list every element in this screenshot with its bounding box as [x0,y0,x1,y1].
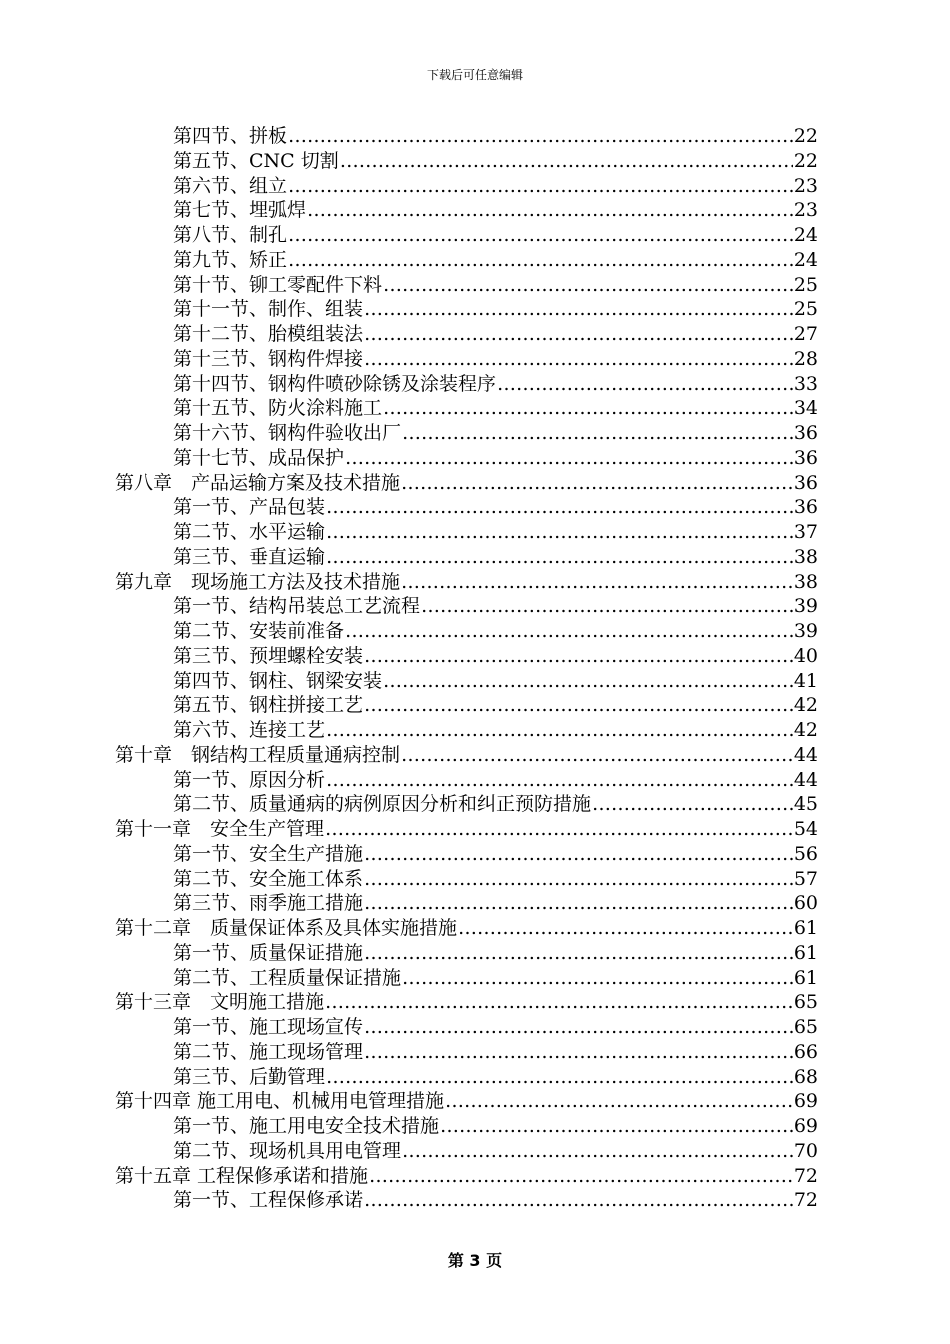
toc-entry-title: 第一节、安全生产措施 [173,842,364,865]
toc-section-entry[interactable] [173,495,818,519]
toc-entry-title: 第一节、原因分析 [173,768,326,791]
toc-entry-title: 第十章 钢结构工程质量通病控制 [115,743,401,766]
toc-entry-page: 37 [793,521,818,543]
toc-entry-title: 第十二章 质量保证体系及具体实施措施 [115,917,458,939]
toc-entry-title: 第十二节、胎模组装法 [173,323,364,345]
toc-entry-page: 72 [793,1164,818,1187]
toc-section-entry[interactable] [173,644,818,668]
toc-section-entry[interactable] [173,396,818,420]
toc-leader-dots [402,421,793,445]
toc-entry-page: 56 [793,842,818,865]
toc-entry-page: 54 [793,818,818,840]
toc-entry-title: 第八节、制孔 [173,224,288,246]
toc-entry-page: 41 [793,669,818,692]
toc-entry-page: 61 [793,917,818,939]
toc-section-entry[interactable] [173,248,818,272]
toc-section-entry[interactable] [173,149,818,173]
page-number: 第 3 页 [447,1251,503,1270]
toc-entry-page: 61 [793,941,818,964]
toc-leader-dots [288,174,793,198]
toc-leader-dots [364,693,793,717]
toc-entry-title: 第十七节、成品保护 [173,446,345,469]
toc-leader-dots [364,322,793,346]
toc-leader-dots [402,1139,793,1163]
toc-entry-title: 第十四节、钢构件喷砂除锈及涂装程序 [173,372,497,395]
toc-entry-title: 第四节、拼板 [173,125,288,147]
toc-leader-dots [364,1188,793,1212]
toc-entry-title: 第一节、结构吊装总工艺流程 [173,595,421,618]
toc-section-entry[interactable] [173,124,818,148]
toc-section-entry[interactable] [173,891,818,915]
toc-section-entry[interactable] [173,1114,818,1138]
toc-leader-dots [326,520,793,544]
toc-chapter-entry[interactable] [115,817,818,841]
toc-leader-dots [383,396,793,420]
toc-leader-dots [592,792,793,816]
toc-section-entry[interactable] [173,347,818,371]
toc-entry-page: 40 [793,644,818,667]
toc-entry-title: 第八章 产品运输方案及技术措施 [115,471,401,494]
toc-entry-page: 65 [793,1016,818,1038]
toc-leader-dots [326,1065,793,1089]
toc-leader-dots [326,768,793,792]
toc-chapter-entry[interactable] [115,743,818,767]
toc-leader-dots [364,297,793,321]
toc-entry-page: 66 [793,1040,818,1063]
toc-entry-title: 第五节、钢柱拼接工艺 [173,694,364,717]
toc-entry-page: 36 [793,496,818,519]
toc-entry-title: 第四节、钢柱、钢梁安装 [173,669,383,692]
toc-leader-dots [401,570,793,594]
toc-entry-title: 第十节、铆工零配件下料 [173,273,383,296]
toc-entry-page: 25 [793,298,818,321]
toc-leader-dots [345,619,793,643]
toc-entry-title: 第二节、工程质量保证措施 [173,966,402,989]
toc-entry-title: 第三节、后勤管理 [173,1065,326,1088]
toc-section-entry[interactable] [173,941,818,965]
toc-leader-dots [345,446,793,470]
toc-entry-page: 24 [793,224,818,246]
toc-chapter-entry[interactable] [115,471,818,495]
toc-section-entry[interactable] [173,446,818,470]
toc-section-entry[interactable] [173,273,818,297]
toc-entry-title: 第二节、施工现场管理 [173,1040,364,1063]
toc-entry-page: 39 [793,595,818,618]
toc-entry-title: 第一节、产品包装 [173,496,326,519]
toc-section-entry[interactable] [173,174,818,198]
toc-entry-page: 45 [793,793,818,816]
toc-section-entry[interactable] [173,693,818,717]
toc-leader-dots [288,223,793,247]
toc-section-entry[interactable] [173,223,818,247]
toc-leader-dots [364,891,793,915]
toc-entry-page: 69 [793,1115,818,1137]
toc-leader-dots [364,347,793,371]
toc-chapter-entry[interactable] [115,570,818,594]
toc-section-entry[interactable] [173,792,818,816]
toc-section-entry[interactable] [173,372,818,396]
toc-entry-page: 60 [793,892,818,915]
toc-entry-page: 39 [793,620,818,642]
toc-entry-title: 第十五章 工程保修承诺和措施 [115,1164,369,1187]
toc-entry-page: 65 [793,991,818,1014]
toc-leader-dots [340,149,793,173]
toc-entry-title: 第二节、质量通病的病例原因分析和纠正预防措施 [173,793,592,816]
toc-entry-page: 28 [793,347,818,370]
toc-leader-dots [325,817,793,841]
toc-entry-title: 第二节、现场机具用电管理 [173,1139,402,1162]
page-header: 下载后可任意编辑 [426,68,523,82]
toc-entry-page: 44 [793,768,818,791]
toc-leader-dots [497,372,793,396]
toc-entry-title: 第十三节、钢构件焊接 [173,347,364,370]
toc-entry-page: 70 [793,1139,818,1162]
toc-entry-page: 69 [793,1090,818,1113]
toc-entry-page: 36 [793,471,818,494]
toc-entry-title: 第一节、施工用电安全技术措施 [173,1115,440,1137]
toc-leader-dots [326,545,793,569]
toc-entry-page: 24 [793,248,818,271]
toc-entry-page: 25 [793,273,818,296]
toc-entry-title: 第三节、预埋螺栓安装 [173,644,364,667]
toc-leader-dots [401,471,793,495]
toc-entry-page: 68 [793,1065,818,1088]
toc-section-entry[interactable] [173,718,818,742]
toc-entry-title: 第二节、水平运输 [173,521,326,543]
toc-section-entry[interactable] [173,867,818,891]
toc-entry-title: 第九节、矫正 [173,248,288,271]
toc-section-entry[interactable] [173,1139,818,1163]
toc-entry-page: 61 [793,966,818,989]
toc-leader-dots [364,842,793,866]
toc-section-entry[interactable] [173,322,818,346]
toc-entry-title: 第一节、施工现场宣传 [173,1016,364,1038]
toc-leader-dots [445,1089,793,1113]
toc-entry-title: 第一节、工程保修承诺 [173,1189,364,1212]
toc-leader-dots [458,916,793,940]
toc-entry-page: 38 [793,570,818,593]
toc-entry-page: 36 [793,446,818,469]
toc-leader-dots [402,966,793,990]
toc-entry-title: 第二节、安全施工体系 [173,867,364,890]
toc-leader-dots [364,644,793,668]
toc-leader-dots [440,1114,793,1138]
toc-chapter-entry[interactable] [115,990,818,1014]
toc-leader-dots [421,594,793,618]
toc-leader-dots [401,743,793,767]
toc-section-entry[interactable] [173,1188,818,1212]
toc-entry-page: 42 [793,694,818,717]
toc-entry-page: 42 [793,719,818,741]
toc-entry-title: 第二节、安装前准备 [173,620,345,642]
toc-entry-page: 22 [793,149,818,172]
toc-section-entry[interactable] [173,1040,818,1064]
toc-section-entry[interactable] [173,669,818,693]
toc-section-entry[interactable] [173,768,818,792]
toc-leader-dots [383,273,793,297]
toc-chapter-entry[interactable] [115,916,818,940]
toc-entry-title: 第六节、连接工艺 [173,719,326,741]
toc-leader-dots [326,718,793,742]
toc-entry-page: 57 [793,867,818,890]
toc-section-entry[interactable] [173,1015,818,1039]
toc-leader-dots [364,867,793,891]
toc-entry-title: 第十四章 施工用电、机械用电管理措施 [115,1090,445,1113]
toc-section-entry[interactable] [173,297,818,321]
toc-entry-title: 第十一章 安全生产管理 [115,818,325,840]
toc-section-entry[interactable] [173,421,818,445]
toc-section-entry[interactable] [173,545,818,569]
toc-leader-dots [364,1015,793,1039]
toc-entry-title: 第十三章 文明施工措施 [115,991,325,1014]
toc-leader-dots [364,1040,793,1064]
toc-entry-page: 33 [793,372,818,395]
toc-section-entry[interactable] [173,1065,818,1089]
toc-entry-page: 34 [793,397,818,420]
toc-entry-page: 36 [793,422,818,444]
toc-section-entry[interactable] [173,966,818,990]
toc-entry-page: 23 [793,174,818,197]
toc-entry-title: 第九章 现场施工方法及技术措施 [115,570,401,593]
toc-leader-dots [307,198,793,222]
toc-section-entry[interactable] [173,520,818,544]
toc-chapter-entry[interactable] [115,1164,818,1188]
toc-leader-dots [364,941,793,965]
toc-entry-page: 38 [793,545,818,568]
toc-entry-page: 27 [793,323,818,345]
toc-leader-dots [383,669,793,693]
toc-entry-title: 第十一节、制作、组装 [173,298,364,321]
toc-section-entry[interactable] [173,619,818,643]
toc-entry-title: 第七节、埋弧焊 [173,199,307,222]
toc-leader-dots [326,495,793,519]
toc-entry-title: 第五节、CNC 切割 [173,149,339,172]
toc-entry-page: 22 [793,125,818,147]
toc-section-entry[interactable] [173,198,818,222]
toc-leader-dots [288,124,793,148]
toc-section-entry[interactable] [173,842,818,866]
toc-entry-page: 44 [793,743,818,766]
toc-entry-page: 23 [793,199,818,222]
toc-entry-title: 第三节、垂直运输 [173,545,326,568]
toc-leader-dots [288,248,793,272]
toc-leader-dots [369,1164,793,1188]
toc-entry-title: 第六节、组立 [173,174,288,197]
toc-section-entry[interactable] [173,594,818,618]
toc-leader-dots [325,990,793,1014]
toc-entry-page: 72 [793,1189,818,1212]
toc-entry-title: 第十六节、钢构件验收出厂 [173,422,402,444]
toc-entry-title: 第一节、质量保证措施 [173,941,364,964]
toc-chapter-entry[interactable] [115,1089,818,1113]
toc-entry-title: 第三节、雨季施工措施 [173,892,364,915]
toc-entry-title: 第十五节、防火涂料施工 [173,397,383,420]
